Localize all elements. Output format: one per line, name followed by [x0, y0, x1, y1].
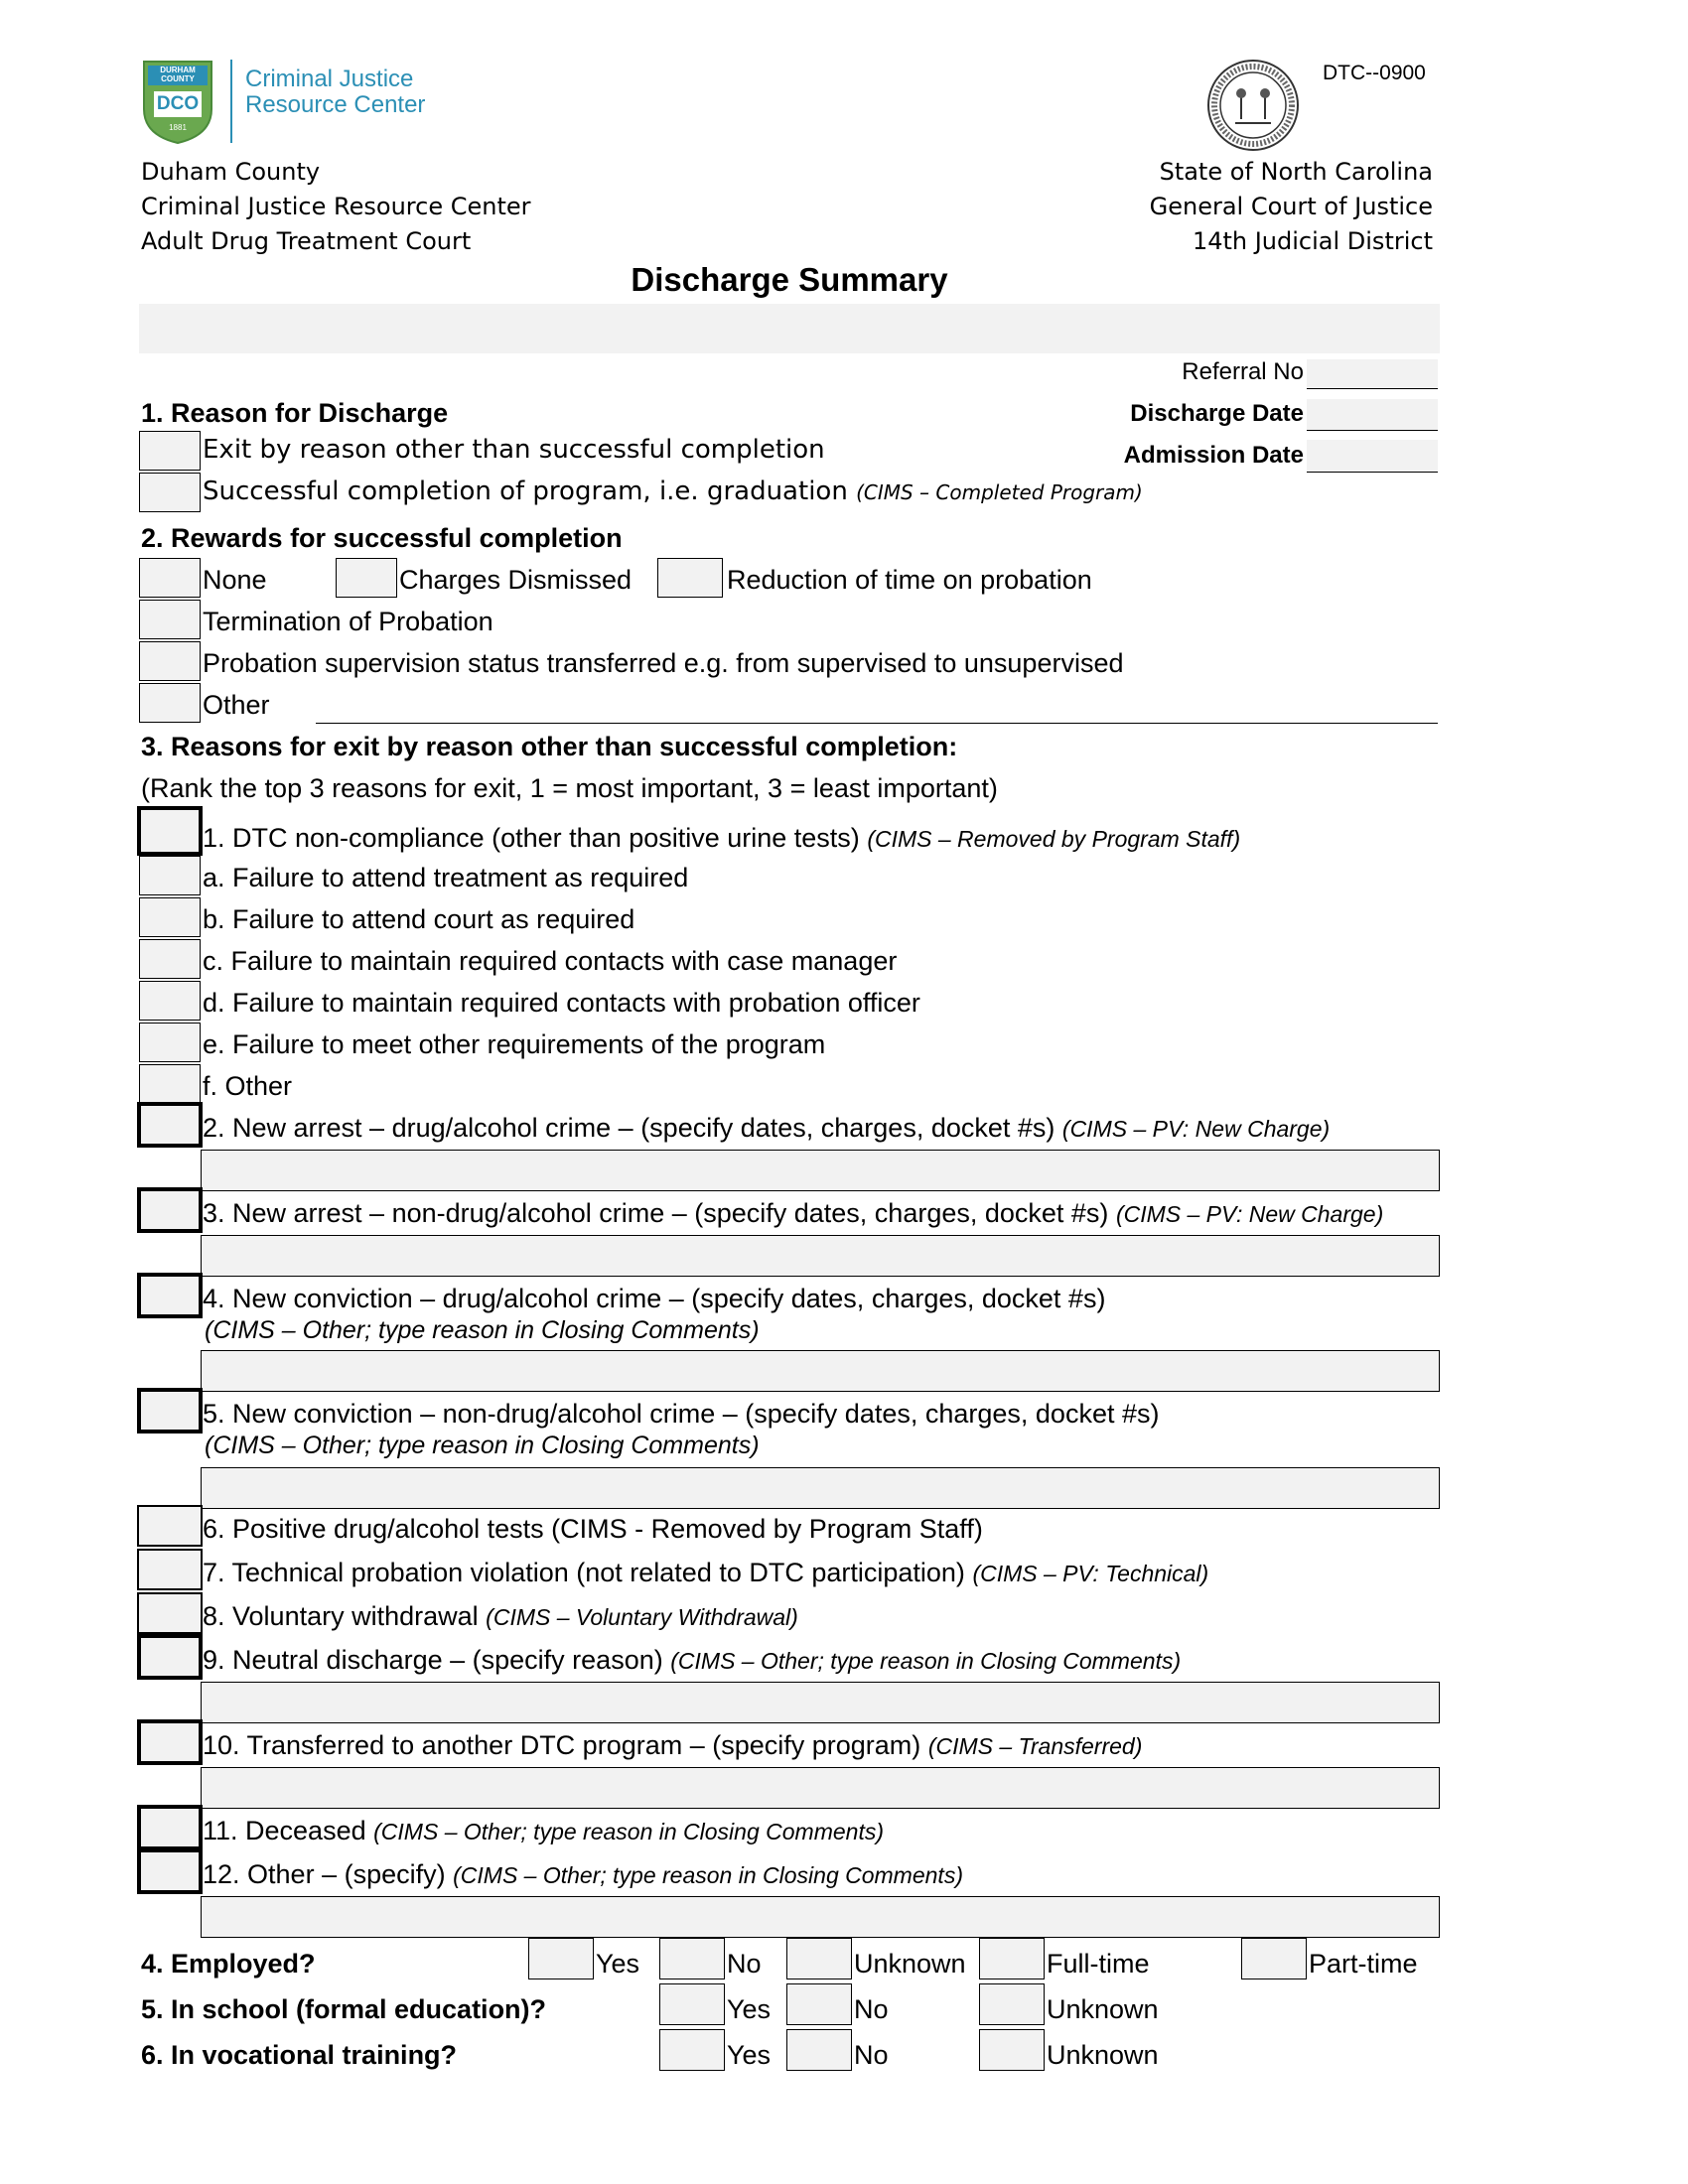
- page-title: Discharge Summary: [631, 261, 948, 298]
- admission-date-field[interactable]: [1307, 440, 1438, 473]
- referral-label: Referral No: [1182, 358, 1304, 385]
- s3-r5-rank-box[interactable]: [137, 1388, 203, 1433]
- s3-r10-label: [203, 1729, 1142, 1762]
- s3-r11-rank-box[interactable]: [137, 1805, 203, 1850]
- s3-r9-label: [203, 1644, 1181, 1677]
- s2-transferred-label: Probation supervision status transferred e.g. from supervised to unsupervised: [203, 648, 1124, 678]
- form-code: DTC--0900: [1323, 62, 1426, 84]
- s3-rd-box[interactable]: [139, 981, 201, 1021]
- s5-no-label: No: [854, 1994, 889, 2024]
- s2-other-field[interactable]: [316, 695, 1438, 724]
- s3-r7-label: [203, 1557, 1208, 1589]
- s6-yes-label: Yes: [727, 2040, 772, 2070]
- s3-ra-label: a. Failure to attend treatment as required: [203, 863, 689, 892]
- s3-rc-label: c. Failure to maintain required contacts with case manager: [203, 946, 898, 976]
- logo-name-line2: Resource Center: [245, 91, 426, 118]
- s3-r10-rank-box[interactable]: [137, 1719, 203, 1765]
- referral-field[interactable]: [1307, 359, 1438, 389]
- s3-rf-label: f. Other: [203, 1071, 293, 1101]
- s3-r5-note: (CIMS – Other; type reason in Closing Comments): [205, 1432, 760, 1459]
- header-band-field[interactable]: [139, 304, 1440, 353]
- s3-r5-detail-field[interactable]: [201, 1467, 1440, 1509]
- s1-opt1-checkbox[interactable]: [139, 431, 201, 471]
- s3-r1-label: [203, 822, 1240, 855]
- s3-r9-detail-field[interactable]: [201, 1682, 1440, 1723]
- s4-unknown-checkbox[interactable]: [786, 1938, 852, 1979]
- s3-rb-box[interactable]: [139, 897, 201, 937]
- s5-yes-checkbox[interactable]: [659, 1983, 725, 2025]
- s3-r12-detail-field[interactable]: [201, 1896, 1440, 1938]
- s4-parttime-checkbox[interactable]: [1241, 1938, 1307, 1979]
- s2-none-label: None: [203, 565, 267, 595]
- state-seal-icon: [1205, 58, 1301, 153]
- s3-r3-detail-field[interactable]: [201, 1235, 1440, 1277]
- s2-termination-label: Termination of Probation: [203, 607, 493, 636]
- s3-r8-rank-box[interactable]: [137, 1592, 203, 1634]
- s3-r5-label: 5. New conviction – non-drug/alcohol crime – (specify dates, charges, docket #s): [203, 1399, 1160, 1429]
- s1-opt1-label: Exit by reason other than successful completion: [203, 435, 825, 465]
- s3-r3-note: (CIMS – PV: New Charge): [1115, 1201, 1384, 1227]
- s3-r10-text: 10. Transferred to another DTC program – (specify program): [203, 1730, 921, 1760]
- s3-r10-note: (CIMS – Transferred): [927, 1733, 1143, 1759]
- s3-r12-note: (CIMS – Other; type reason in Closing Comments): [453, 1862, 963, 1888]
- s3-r2-rank-box[interactable]: [137, 1102, 203, 1148]
- logo-mark: DCO: [156, 93, 200, 114]
- logo-county-bottom: COUNTY: [161, 74, 195, 83]
- s3-r11-text: 11. Deceased: [203, 1816, 366, 1845]
- logo-county-top: DURHAM: [160, 66, 196, 74]
- s3-r1-text: 1. DTC non-compliance (other than positive urine tests): [203, 823, 860, 853]
- s3-r4-label: 4. New conviction – drug/alcohol crime – (specify dates, charges, docket #s): [203, 1284, 1106, 1313]
- s2-other-checkbox[interactable]: [139, 683, 201, 723]
- logo: [140, 58, 438, 149]
- s6-no-label: No: [854, 2040, 889, 2070]
- s4-unknown-label: Unknown: [854, 1949, 966, 1979]
- s3-r1-rank-box[interactable]: [137, 806, 203, 856]
- s3-r7-rank-box[interactable]: [137, 1549, 203, 1590]
- s3-r12-text: 12. Other – (specify): [203, 1859, 446, 1889]
- s3-r3-label: [203, 1197, 1383, 1230]
- s3-r12-label: [203, 1858, 963, 1891]
- s2-dismissed-checkbox[interactable]: [336, 558, 397, 598]
- s3-r4-rank-box[interactable]: [137, 1273, 203, 1318]
- s6-no-checkbox[interactable]: [786, 2029, 852, 2071]
- s6-unknown-checkbox[interactable]: [979, 2029, 1045, 2071]
- header-left-1: Duham County: [141, 158, 321, 186]
- s4-fulltime-label: Full-time: [1047, 1949, 1150, 1979]
- s2-title: 2. Rewards for successful completion: [141, 523, 623, 553]
- s2-other-label: Other: [203, 690, 270, 720]
- header-left-3: Adult Drug Treatment Court: [141, 227, 472, 255]
- s3-r1-note: (CIMS – Removed by Program Staff): [867, 826, 1241, 852]
- s3-rb-label: b. Failure to attend court as required: [203, 904, 635, 934]
- s3-r6-label: 6. Positive drug/alcohol tests (CIMS - Removed by Program Staff): [203, 1514, 983, 1544]
- s3-r8-note: (CIMS – Voluntary Withdrawal): [486, 1604, 798, 1630]
- s3-r4-note: (CIMS – Other; type reason in Closing Comments): [205, 1316, 760, 1344]
- logo-year: 1881: [169, 123, 187, 132]
- s5-title: 5. In school (formal education)?: [141, 1994, 547, 2024]
- s4-fulltime-checkbox[interactable]: [979, 1938, 1045, 1979]
- s1-opt2-checkbox[interactable]: [139, 473, 201, 512]
- s3-r3-text: 3. New arrest – non-drug/alcohol crime – (specify dates, charges, docket #s): [203, 1198, 1109, 1228]
- s3-title: 3. Reasons for exit by reason other than successful completion:: [141, 732, 958, 761]
- s5-unknown-label: Unknown: [1047, 1994, 1159, 2024]
- s1-opt2-text: Successful completion of program, i.e. graduation: [203, 477, 848, 506]
- header-left-2: Criminal Justice Resource Center: [141, 193, 531, 220]
- s1-title: 1. Reason for Discharge: [141, 398, 449, 428]
- s4-parttime-label: Part-time: [1309, 1949, 1418, 1979]
- s3-rf-box[interactable]: [139, 1064, 201, 1104]
- s3-r8-label: [203, 1600, 798, 1633]
- s1-opt2-label: [203, 476, 1143, 508]
- s3-r3-rank-box[interactable]: [137, 1187, 203, 1233]
- s4-yes-checkbox[interactable]: [528, 1938, 594, 1979]
- s6-unknown-label: Unknown: [1047, 2040, 1159, 2070]
- header-right-2: General Court of Justice: [1149, 193, 1433, 220]
- s2-none-checkbox[interactable]: [139, 558, 201, 598]
- s3-r10-detail-field[interactable]: [201, 1767, 1440, 1809]
- s3-r4-detail-field[interactable]: [201, 1350, 1440, 1392]
- s3-rank-instruction: (Rank the top 3 reasons for exit, 1 = most important, 3 = least important): [141, 773, 998, 803]
- s2-reduction-label: Reduction of time on probation: [727, 565, 1092, 595]
- s6-title: 6. In vocational training?: [141, 2040, 458, 2070]
- s4-no-checkbox[interactable]: [659, 1938, 725, 1979]
- s4-no-label: No: [727, 1949, 762, 1979]
- s3-r11-label: [203, 1815, 884, 1847]
- s3-r12-rank-box[interactable]: [137, 1848, 203, 1894]
- s3-ra-box[interactable]: [139, 856, 201, 895]
- s3-r2-detail-field[interactable]: [201, 1150, 1440, 1191]
- s2-reduction-checkbox[interactable]: [657, 558, 723, 598]
- header-right-3: 14th Judicial District: [1192, 227, 1433, 255]
- header-right-1: State of North Carolina: [1159, 158, 1433, 186]
- s3-r8-text: 8. Voluntary withdrawal: [203, 1601, 479, 1631]
- s5-no-checkbox[interactable]: [786, 1983, 852, 2025]
- s3-re-label: e. Failure to meet other requirements of the program: [203, 1029, 826, 1059]
- discharge-date-label: Discharge Date: [1130, 400, 1304, 427]
- s1-opt2-note: (CIMS – Completed Program): [856, 480, 1143, 504]
- s3-r7-note: (CIMS – PV: Technical): [972, 1561, 1209, 1586]
- s3-rd-label: d. Failure to maintain required contacts with probation officer: [203, 988, 920, 1018]
- s3-r2-text: 2. New arrest – drug/alcohol crime – (specify dates, charges, docket #s): [203, 1113, 1055, 1143]
- admission-date-label: Admission Date: [1123, 442, 1304, 469]
- logo-divider: [230, 60, 232, 143]
- s2-dismissed-label: Charges Dismissed: [399, 565, 633, 595]
- s3-r9-rank-box[interactable]: [137, 1634, 203, 1680]
- s3-r7-text: 7. Technical probation violation (not related to DTC participation): [203, 1558, 965, 1587]
- s2-transferred-checkbox[interactable]: [139, 641, 201, 681]
- s3-r11-note: (CIMS – Other; type reason in Closing Comments): [373, 1819, 884, 1844]
- logo-name-line1: Criminal Justice: [245, 66, 414, 92]
- s3-r9-text: 9. Neutral discharge – (specify reason): [203, 1645, 663, 1675]
- s5-yes-label: Yes: [727, 1994, 772, 2024]
- s4-title: 4. Employed?: [141, 1949, 316, 1979]
- s3-r6-rank-box[interactable]: [137, 1505, 203, 1547]
- s2-termination-checkbox[interactable]: [139, 600, 201, 639]
- s4-yes-label: Yes: [596, 1949, 640, 1979]
- s5-unknown-checkbox[interactable]: [979, 1983, 1045, 2025]
- s3-re-box[interactable]: [139, 1023, 201, 1062]
- discharge-date-field[interactable]: [1307, 399, 1438, 431]
- s6-yes-checkbox[interactable]: [659, 2029, 725, 2071]
- s3-rc-box[interactable]: [139, 939, 201, 979]
- s3-r2-label: [203, 1112, 1330, 1145]
- s3-r2-note: (CIMS – PV: New Charge): [1061, 1116, 1331, 1142]
- s3-r9-note: (CIMS – Other; type reason in Closing Comments): [670, 1648, 1182, 1674]
